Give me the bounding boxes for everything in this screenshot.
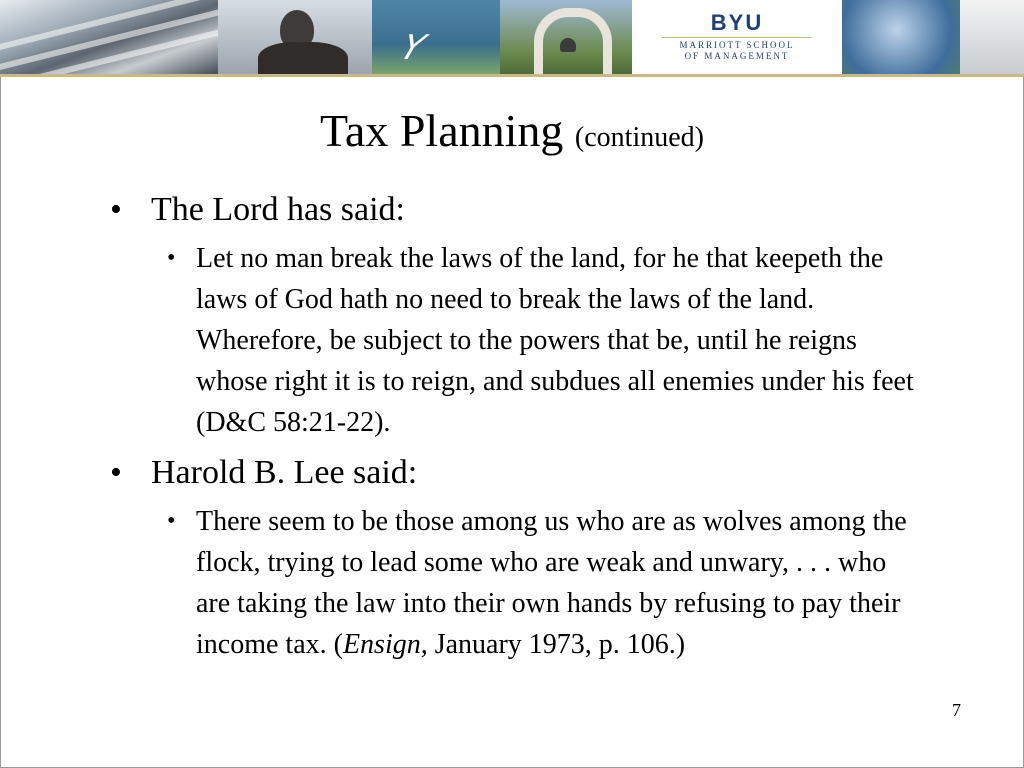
title-suffix: (continued)	[574, 122, 704, 153]
bullet-icon: •	[167, 508, 176, 534]
logo-line-1: MARRIOTT SCHOOL	[679, 40, 795, 50]
page-number: 7	[952, 700, 961, 720]
bell-icon	[560, 38, 576, 52]
banner-photo-building	[842, 0, 1024, 74]
slide-content	[110, 188, 940, 665]
citation-title: Ensign,	[342, 629, 428, 660]
citation-open: (	[333, 629, 343, 660]
title-main: Tax Planning	[320, 105, 564, 156]
bullet-icon: •	[110, 191, 122, 228]
byu-logo	[632, 0, 842, 74]
logo-line-2: OF MANAGEMENT	[684, 51, 790, 61]
bullet-item	[110, 451, 940, 495]
banner-photo-statue	[218, 0, 372, 74]
banner-photo-bell-tower	[500, 0, 632, 74]
bullet-icon: •	[167, 245, 176, 271]
bullet-text: The Lord has said:	[151, 191, 405, 228]
sub-bullet-text: There seem to be those among us who are as wolves among the flock, trying to lead some who are weak and unwary, . . . who are taking the law into their own hands by refusing to pay their income tax.	[196, 506, 907, 660]
bullet-icon: •	[110, 454, 122, 491]
citation	[334, 629, 686, 660]
bullet-text: Harold B. Lee said:	[151, 454, 418, 491]
logo-byu-text: BYU	[710, 10, 764, 35]
banner-photo-mountain	[372, 0, 500, 74]
sub-bullet-item	[167, 501, 916, 665]
sub-bullet-item	[167, 238, 916, 443]
banner-photo-architecture	[0, 0, 218, 74]
slide-title	[0, 104, 1024, 165]
bullet-item	[110, 188, 940, 232]
sub-bullet-text: Let no man break the laws of the land, for he that keepeth the laws of God hath no need to break the laws of the land. Wherefore, be subject to the powers that be, until he reigns whose right it is to reign, and subdues all enemies under his feet (D&C 58:21-22).	[196, 243, 914, 438]
citation-rest: January 1973, p. 106.)	[427, 629, 686, 660]
header-banner	[0, 0, 1024, 77]
y-mountain-icon: Y	[394, 28, 431, 68]
